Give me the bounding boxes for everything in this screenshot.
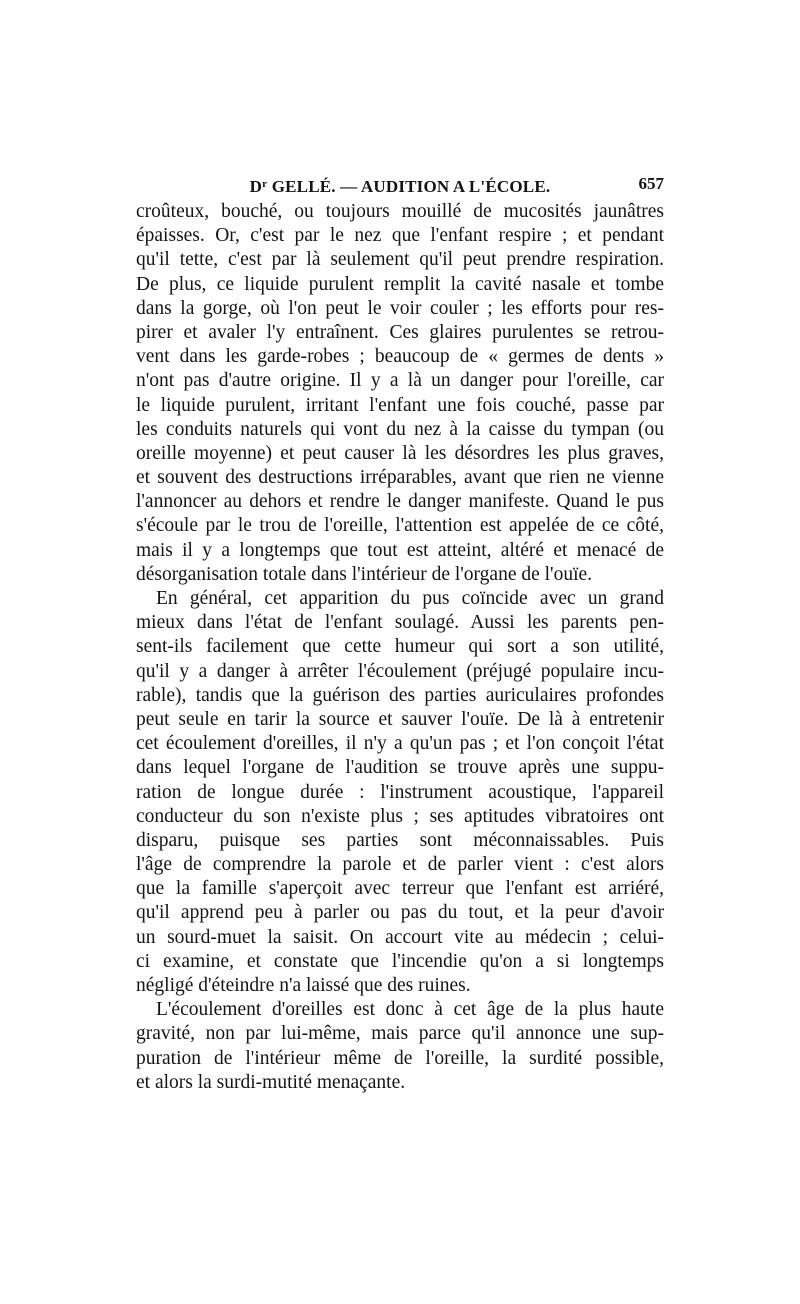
page-number: 657 xyxy=(638,174,664,193)
text-line: conducteur du son n'existe plus ; ses aptitudes vibratoires ont xyxy=(136,805,664,827)
text-line: De plus, ce liquide purulent remplit la cavité nasale et tombe xyxy=(136,273,664,295)
text-line: et souvent des destructions irréparables, avant que rien ne vienne xyxy=(136,467,664,489)
text-line: s'écoule par le trou de l'oreille, l'attention est appelée de ce côté, xyxy=(136,515,664,537)
text-line: n'ont pas d'autre origine. Il y a là un danger pour l'oreille, car xyxy=(136,370,664,392)
paragraph-start-line: En général, cet apparition du pus coïncide avec un grand xyxy=(156,588,664,609)
text-line: sent-ils facilement que cette humeur qui sort a son utilité, xyxy=(136,636,664,658)
text-line: peut seule en tarir la source et sauver l'ouïe. De là à entretenir xyxy=(136,708,664,730)
text-line: dans la gorge, où l'on peut le voir couler ; les efforts pour res- xyxy=(136,297,664,319)
text-line: pirer et avaler l'y entraînent. Ces glaires purulentes se retrou- xyxy=(136,321,664,343)
text-line: ration de longue durée : l'instrument acoustique, l'appareil xyxy=(136,781,664,803)
text-line: négligé d'éteindre n'a laissé que des ruines. xyxy=(136,975,471,996)
text-line: désorganisation totale dans l'intérieur de l'organe de l'ouïe. xyxy=(136,563,593,585)
text-line: un sourd-muet la saisit. On accourt vite au médecin ; celui- xyxy=(136,926,664,948)
text-line: qu'il tette, c'est par là seulement qu'il peut prendre respiration. xyxy=(136,249,664,271)
text-line: dans lequel l'organe de l'audition se trouve après une suppu- xyxy=(136,757,664,779)
text-line: disparu, puisque ses parties sont méconnaissables. Puis xyxy=(136,829,664,851)
text-line: les conduits naturels qui vont du nez à la caisse du tympan (ou xyxy=(136,418,664,440)
text-line: ci examine, et constate que l'incendie qu'on a si longtemps xyxy=(136,950,664,972)
text-line: mieux dans l'état de l'enfant soulagé. Aussi les parents pen- xyxy=(136,612,664,634)
running-title xyxy=(136,172,664,199)
text-line: oreille moyenne) et peut causer là les désordres les plus graves, xyxy=(136,442,664,464)
text-line: épaisses. Or, c'est par le nez que l'enfant respire ; et pendant xyxy=(136,225,664,247)
text-line: le liquide purulent, irritant l'enfant une fois couché, passe par xyxy=(136,394,664,416)
text-line: gravité, non par lui-même, mais parce qu'il annonce une sup- xyxy=(136,1023,664,1045)
text-line: cet écoulement d'oreilles, il n'y a qu'un pas ; et l'on conçoit l'état xyxy=(136,733,664,755)
text-line: rable), tandis que la guérison des parties auriculaires profondes xyxy=(136,684,664,706)
text-line: croûteux, bouché, ou toujours mouillé de mucosités jaunâtres xyxy=(136,201,664,222)
paragraph-start-line: L'écoulement d'oreilles est donc à cet âge de la plus haute xyxy=(156,999,664,1021)
text-line: que la famille s'aperçoit avec terreur que l'enfant est arriéré, xyxy=(136,878,664,900)
body-text xyxy=(136,200,664,1095)
text-line: l'annoncer au dehors et rendre le danger manifeste. Quand le pus xyxy=(136,491,664,513)
text-line: vent dans les garde-robes ; beaucoup de « germes de dents » xyxy=(136,346,664,368)
running-head xyxy=(136,172,664,196)
text-line: et alors la surdi-mutité menaçante. xyxy=(136,1071,406,1093)
author-prefix: D xyxy=(249,177,263,196)
text-line: mais il y a longtemps que tout est atteint, altéré et menacé de xyxy=(136,539,664,561)
text-line: qu'il y a danger à arrêter l'écoulement (préjugé populaire incu- xyxy=(136,660,664,682)
text-line: l'âge de comprendre la parole et de parler vient : c'est alors xyxy=(136,854,664,876)
text-line: puration de l'intérieur même de l'oreille, la surdité possible, xyxy=(136,1047,664,1069)
text-line: qu'il apprend peu à parler ou pas du tout, et la peur d'avoir xyxy=(136,902,664,924)
author-prefix-superscript: r xyxy=(262,178,268,190)
running-title-text: GELLÉ. — AUDITION A L'ÉCOLE. xyxy=(267,177,551,196)
